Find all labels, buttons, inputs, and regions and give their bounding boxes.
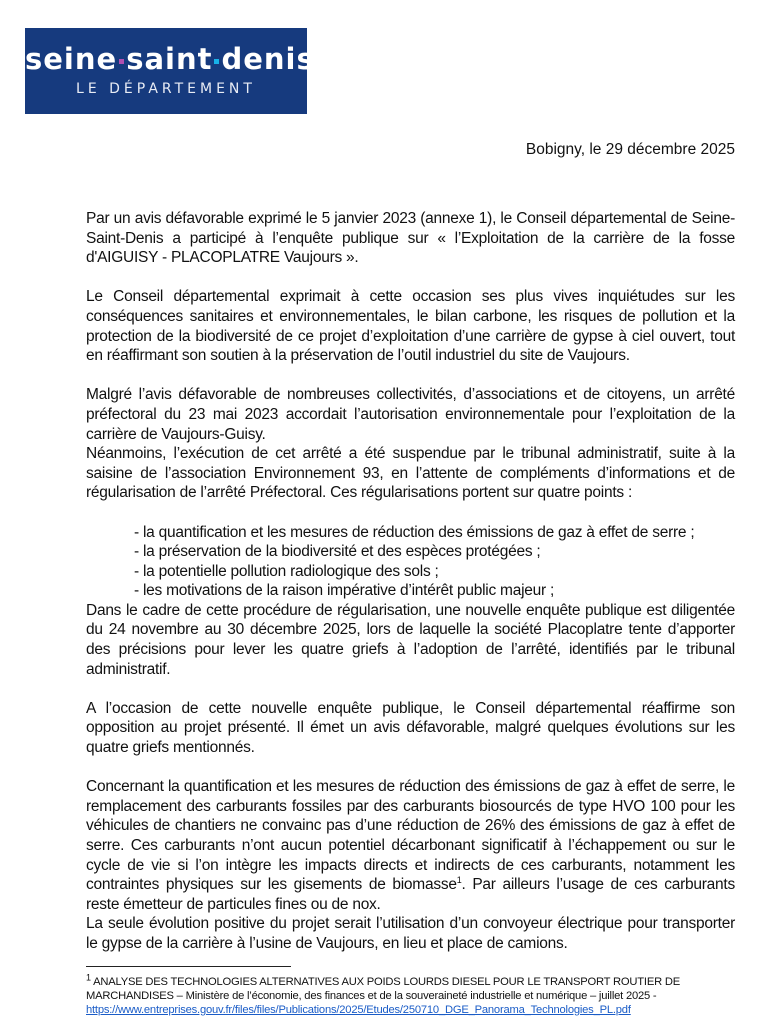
logo-separator-dot — [119, 59, 124, 64]
list-item: - les motivations de la raison impérative d’intérêt public majeur ; — [134, 582, 555, 600]
footnote-number: 1 — [86, 972, 91, 983]
footnote-link[interactable]: https://www.entreprises.gouv.fr/files/files/Publications/2025/Etudes/250710_DGE_Panorama_Technologies_PL.pdf — [86, 1004, 631, 1016]
paragraph-concerns: Le Conseil départemental exprimait à cette occasion ses plus vives inquiétudes sur les conséquences sanitaires et environnementales, le bilan carbone, les risques de pollution et la protection de la biodiversité de ce projet d’exploitation d’une carrière de gypse à ciel ouvert, tout en réaffirmant son soutien à la préservation de l’outil industriel du site de Vaujours. — [86, 288, 735, 365]
ghg-text-part2: . Par ailleurs l’usage de ces carburants reste émetteur de particules fines ou de nox. — [86, 876, 735, 913]
logo-word-denis: denis — [221, 42, 315, 76]
paragraph-opposition: A l’occasion de cette nouvelle enquête publique, le Conseil départemental réaffirme son opposition au projet présenté. Il émet un avis défavorable, malgré quelques évolutions sur les quatre griefs mentionnés. — [86, 699, 735, 757]
paragraph-suspension: Néanmoins, l’exécution de cet arrêté a été suspendue par le tribunal administratif, suite à la saisine de l’association Environnement 93, en l’attente de compléments d’informations et de régularisation de l’arrêté Préfectoral. Ces régularisations portent sur quatre points : — [86, 445, 735, 502]
paragraph-conveyor: La seule évolution positive du projet serait l’utilisation d’un convoyeur électrique pour transporter le gypse de la carrière à l’usine de Vaujours, en lieu et place de camions. — [86, 915, 735, 952]
regularisation-points-list — [86, 523, 735, 601]
seine-saint-denis-logo — [25, 28, 315, 114]
paragraph-intro: Par un avis défavorable exprimé le 5 janvier 2023 (annexe 1), le Conseil départemental de Seine-Saint-Denis a participé à l’enquête publique sur « l’Exploitation de la carrière de la fosse d'AIGUISY - PLACOPLATRE Vaujours ». — [86, 210, 735, 267]
ghg-text-part1: Concernant la quantification et les mesures de réduction des émissions de gaz à effet de serre, le remplacement des carburants fossiles par des carburants biosourcés de type HVO 100 pour les véhicules de chantiers ne convainc pas d’une réduction de 26% des émissions de gaz à effet de serre. Ces carburants n’ont aucun potentiel décarbonant significatif à l’échappement ou sur le cycle de vie si l’on intègre les impacts directs et indirects de ces carburants, notamment les contraintes physiques sur les gisements de biomasse — [86, 778, 735, 894]
footnote — [86, 972, 746, 1017]
list-item: - la préservation de la biodiversité et des espèces protégées ; — [134, 543, 541, 561]
logo-word-saint: saint — [126, 42, 213, 76]
paragraph-prefectoral-order: Malgré l’avis défavorable de nombreuses collectivités, d’associations et de citoyens, un arrêté préfectoral du 23 mai 2023 accordait l’autorisation environnementale pour l’exploitation de la carrière de Vaujours-Guisy. — [86, 386, 735, 443]
list-item: - la quantification et les mesures de réduction des émissions de gaz à effet de serre ; — [134, 523, 695, 541]
footnote-reference[interactable]: 1 — [456, 875, 462, 886]
letter-body — [86, 209, 735, 973]
logo-wordmark — [25, 42, 315, 76]
date-line: Bobigny, le 29 décembre 2025 — [525, 141, 735, 158]
logo-subtitle: LE DÉPARTEMENT — [76, 81, 256, 97]
list-item: - la potentielle pollution radiologique des sols ; — [134, 562, 439, 580]
footnote-text: ANALYSE DES TECHNOLOGIES ALTERNATIVES AUX POIDS LOURDS DIESEL POUR LE TRANSPORT ROUTIER DE MARCHANDISES – Ministère de l’économie, des finances et de la souveraineté industrielle et numérique – juillet 2025 - — [86, 976, 681, 1002]
footnote-divider — [86, 966, 291, 967]
logo-word-seine: seine — [25, 42, 118, 76]
paragraph-ghg-emissions — [86, 777, 735, 914]
logo-separator-dot — [214, 59, 219, 64]
paragraph-new-inquiry: Dans le cadre de cette procédure de régularisation, une nouvelle enquête publique est diligentée du 24 novembre au 30 décembre 2025, lors de laquelle la société Placoplatre tente d’apporter des précisions pour lever les quatre griefs à l’adoption de l’arrêté, identifiés par le tribunal administratif. — [86, 601, 735, 678]
